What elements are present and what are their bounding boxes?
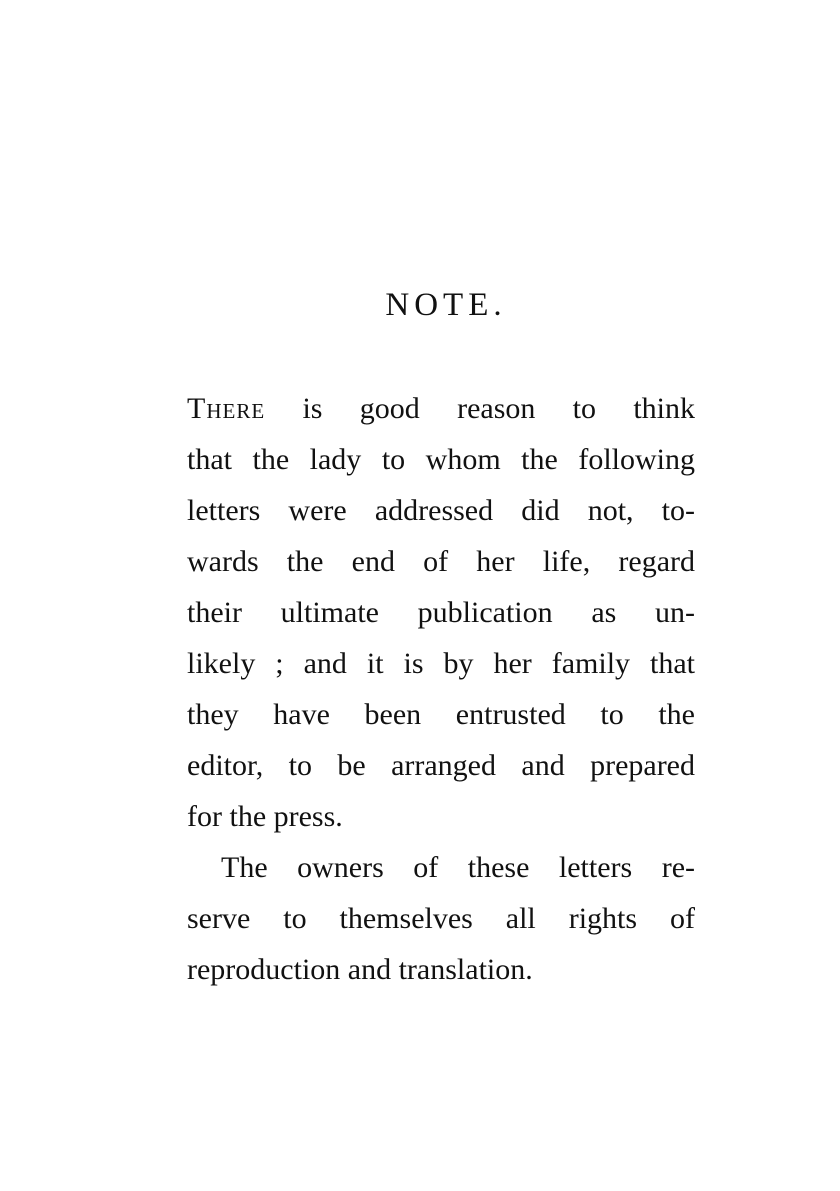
text-line (187, 383, 695, 434)
text-line: that the lady to whom the following (187, 443, 695, 476)
page-title: NOTE. (385, 287, 507, 323)
text-line: they have been entrusted to the (187, 698, 695, 731)
text-line: their ultimate publication as un- (187, 596, 695, 629)
text-line: letters were addressed did not, to- (187, 494, 695, 527)
text-line: reproduction and translation. (187, 953, 533, 986)
note-body (187, 383, 695, 995)
text-line: The owners of these letters re- (221, 851, 695, 884)
text-line: wards the end of her life, regard (187, 545, 695, 578)
paragraph-first (187, 383, 695, 842)
text-line: serve to themselves all rights of (187, 902, 695, 935)
text-line: likely ; and it is by her family that (187, 647, 695, 680)
text-line: editor, to be arranged and prepared (187, 749, 695, 782)
lead-word: There (187, 392, 266, 425)
text-line-content: is good reason to think (265, 392, 695, 425)
paragraph-second (187, 842, 695, 995)
text-line: for the press. (187, 800, 343, 833)
